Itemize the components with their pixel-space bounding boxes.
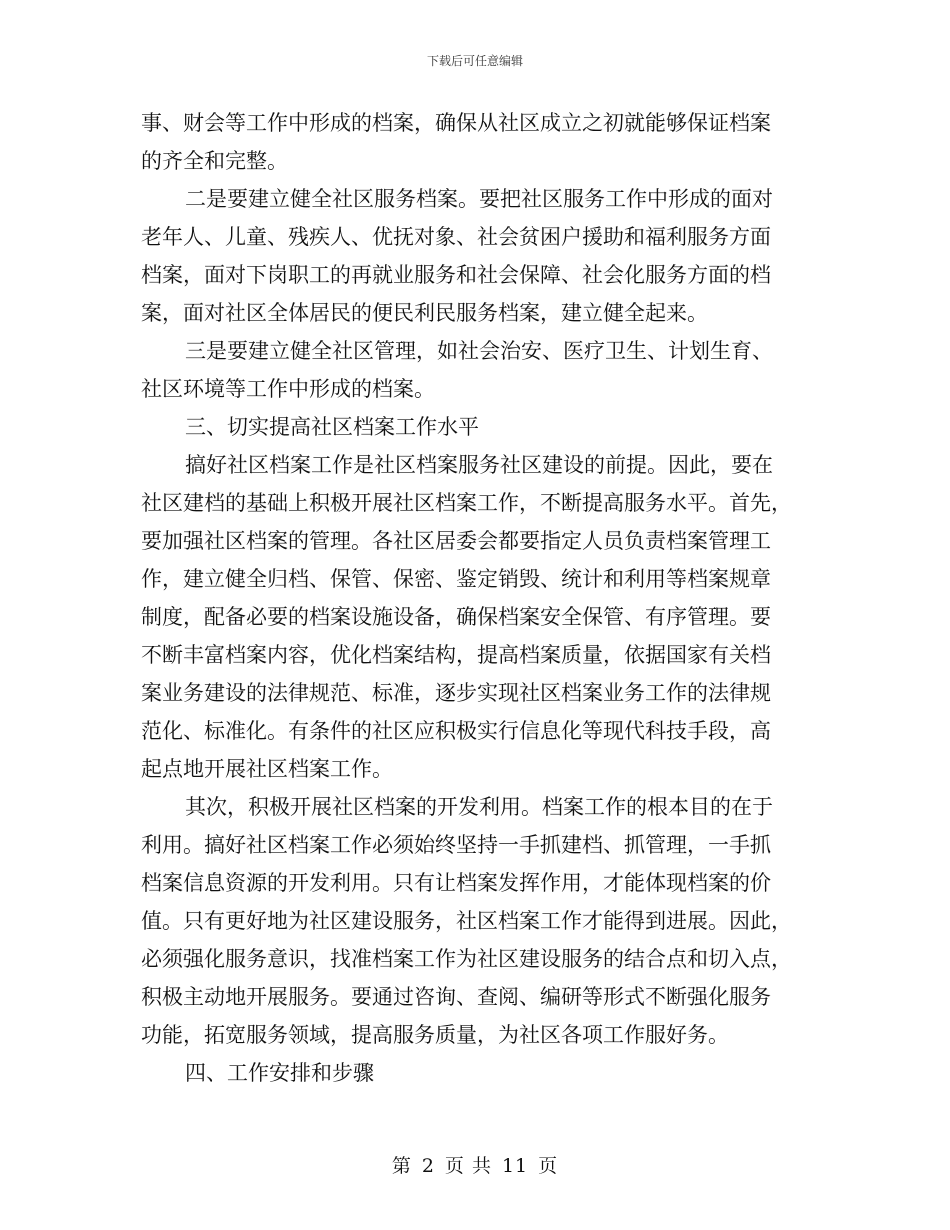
text-line: 制度，配备必要的档案设施设备，确保档案安全保管、有序管理。要 [141, 605, 771, 629]
section-heading [141, 408, 809, 446]
paragraph [141, 180, 809, 332]
text-line: 利用。搞好社区档案工作必须始终坚持一手抓建档、抓管理，一手抓 [141, 833, 771, 857]
paragraph [141, 104, 809, 180]
page-header: 下载后可任意编辑 [426, 54, 523, 68]
text-line: 三是要建立健全社区管理，如社会治安、医疗卫生、计划生育、 [185, 339, 773, 363]
text-line: 四、工作安排和步骤 [185, 1061, 374, 1085]
text-line: 档案，面对下岗职工的再就业服务和社会保障、社会化服务方面的档 [141, 263, 771, 287]
text-line: 必须强化服务意识，找准档案工作为社区建设服务的结合点和切入点， [141, 947, 792, 971]
text-line: 案，面对社区全体居民的便民利民服务档案，建立健全起来。 [141, 301, 708, 325]
text-line: 搞好社区档案工作是社区档案服务社区建设的前提。因此，要在 [185, 453, 773, 477]
text-line: 三、切实提高社区档案工作水平 [185, 415, 479, 439]
text-line: 值。只有更好地为社区建设服务，社区档案工作才能得到进展。因此， [141, 909, 792, 933]
total-pages-number: 11 [501, 1155, 529, 1177]
page-footer [0, 1151, 950, 1178]
paragraph [141, 446, 809, 788]
text-line: 作，建立健全归档、保管、保密、鉴定销毁、统计和利用等档案规章 [141, 567, 771, 591]
text-line: 不断丰富档案内容，优化档案结构，提高档案质量，依据国家有关档 [141, 643, 771, 667]
text-line: 社区建档的基础上积极开展社区档案工作，不断提高服务水平。首先， [141, 491, 792, 515]
current-page-number: 2 [421, 1155, 435, 1177]
text-line: 案业务建设的法律规范、标准，逐步实现社区档案业务工作的法律规 [141, 681, 771, 705]
text-line: 二是要建立健全社区服务档案。要把社区服务工作中形成的面对 [185, 187, 773, 211]
section-heading [141, 1054, 809, 1092]
footer-middle: 页 共 [444, 1155, 492, 1177]
text-line: 社区环境等工作中形成的档案。 [141, 377, 435, 401]
text-line: 起点地开展社区档案工作。 [141, 757, 393, 781]
paragraph [141, 332, 809, 408]
text-line: 要加强社区档案的管理。各社区居委会都要指定人员负责档案管理工 [141, 529, 771, 553]
text-line: 的齐全和完整。 [141, 149, 288, 173]
text-line: 事、财会等工作中形成的档案，确保从社区成立之初就能够保证档案 [141, 111, 771, 135]
text-line: 范化、标准化。有条件的社区应积极实行信息化等现代科技手段，高 [141, 719, 771, 743]
footer-prefix: 第 [391, 1155, 412, 1177]
text-line: 档案信息资源的开发利用。只有让档案发挥作用，才能体现档案的价 [141, 871, 771, 895]
text-line: 其次，积极开展社区档案的开发利用。档案工作的根本目的在于 [185, 795, 773, 819]
text-line: 积极主动地开展服务。要通过咨询、查阅、编研等形式不断强化服务 [141, 985, 771, 1009]
paragraph [141, 788, 809, 1054]
document-body [141, 104, 809, 1092]
footer-suffix: 页 [538, 1155, 559, 1177]
text-line: 老年人、儿童、残疾人、优抚对象、社会贫困户援助和福利服务方面 [141, 225, 771, 249]
text-line: 功能，拓宽服务领域，提高服务质量，为社区各项工作服好务。 [141, 1023, 729, 1047]
